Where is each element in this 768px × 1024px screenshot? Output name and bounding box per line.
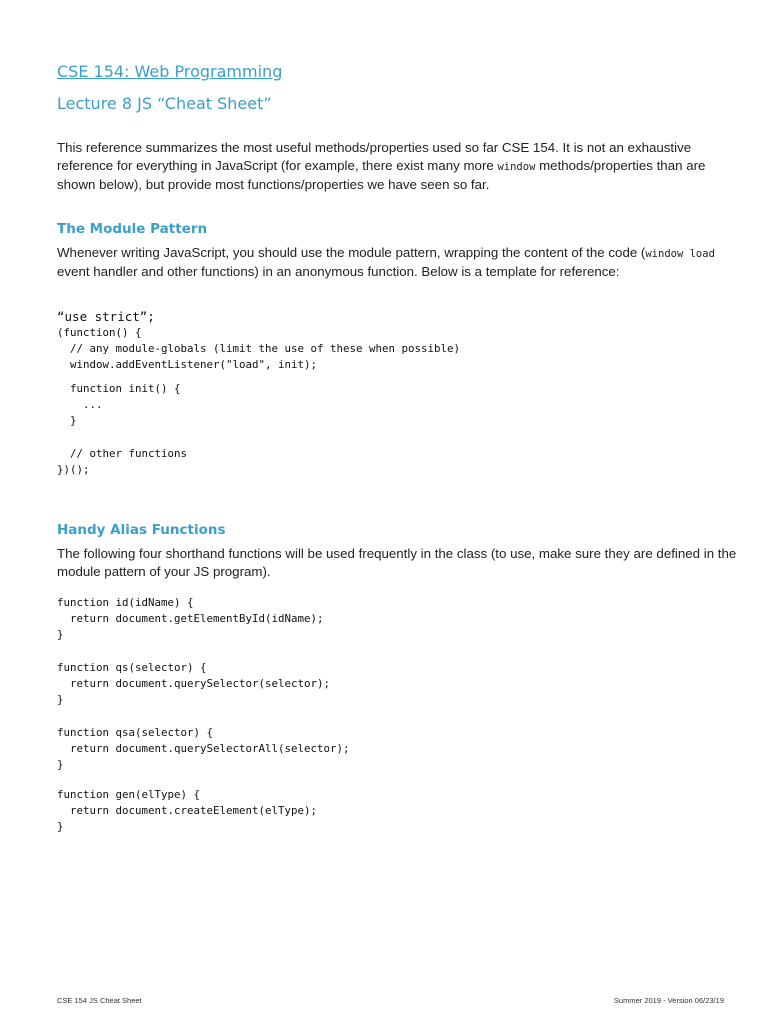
module-inline-code: window load — [645, 248, 715, 260]
code-qs-function: function qs(selector) { return document.querySelector(selector); } — [57, 661, 331, 706]
module-text-before: Whenever writing JavaScript, you should use the module pattern, wrapping the content of the code ( — [57, 245, 646, 260]
intro-paragraph — [57, 139, 737, 194]
code-use-strict: “use strict”; — [57, 309, 155, 324]
code-qsa-function: function qsa(selector) { return document.querySelectorAll(selector); } — [57, 726, 350, 771]
footer-left: CSE 154 JS Cheat Sheet — [57, 996, 142, 1005]
code-module-close: // other functions })(); — [57, 447, 188, 476]
module-pattern-paragraph — [57, 244, 737, 281]
intro-text-after: methods/properties than are shown below), but provide most functions/properties we have seen so far. — [57, 158, 706, 192]
alias-functions-heading: Handy Alias Functions — [57, 522, 226, 538]
course-title-link[interactable]: CSE 154: Web Programming — [57, 62, 283, 81]
alias-functions-paragraph: The following four shorthand functions will be used frequently in the class (to use, make sure they are defined in the module pattern of your JS program). — [57, 546, 737, 579]
footer-right: Summer 2019 - Version 06/23/19 — [613, 996, 724, 1005]
module-text-after: event handler and other functions) in an anonymous function. Below is a template for reference: — [57, 264, 620, 279]
lecture-title: Lecture 8 JS “Cheat Sheet” — [57, 94, 272, 113]
intro-inline-code: window — [497, 161, 536, 173]
code-module-open: (function() { // any module-globals (limit the use of these when possible) window.addEventListener("load", init); — [57, 326, 461, 371]
intro-text-before: This reference summarizes the most useful methods/properties used so far CSE 154. It is not an exhaustive reference for everything in JavaScript (for example, there exist many more — [57, 140, 692, 173]
code-gen-function: function gen(elType) { return document.createElement(elType); } — [57, 788, 318, 833]
module-pattern-heading: The Module Pattern — [57, 221, 208, 237]
code-id-function: function id(idName) { return document.getElementById(idName); } — [57, 596, 324, 641]
code-init-function: function init() { ... } — [70, 382, 181, 427]
